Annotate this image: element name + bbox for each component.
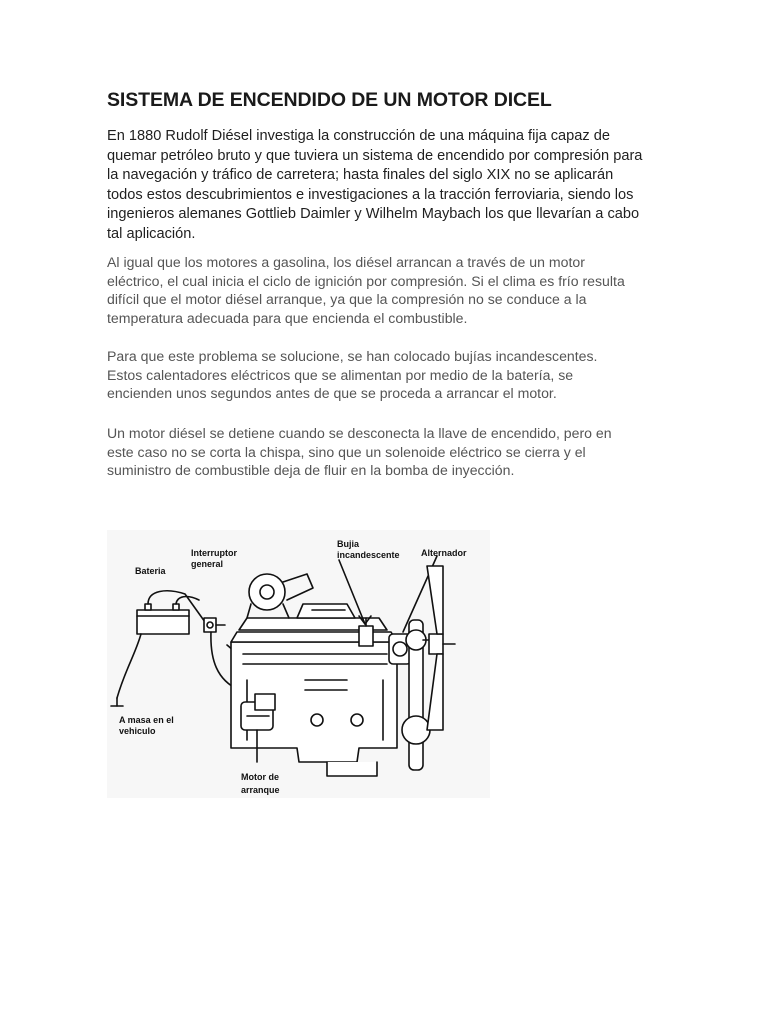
intro-paragraph bbox=[107, 127, 667, 245]
paragraph-glow-plugs bbox=[107, 347, 667, 403]
text-line: Para que este problema se solucione, se han colocado bujías incandescentes. bbox=[107, 348, 598, 364]
text-line: todos estos descubrimientos e investigaciones a la tracción ferroviaria, siendo los bbox=[107, 186, 634, 203]
text-line: Estos calentadores eléctricos que se alimentan por medio de la batería, se bbox=[107, 366, 574, 383]
label-glow-plug-line1: Bujia bbox=[337, 539, 360, 549]
text-line: Al igual que los motores a gasolina, los diésel arrancan a través de un motor bbox=[107, 254, 585, 270]
label-starter-line2: arranque bbox=[241, 785, 280, 795]
starter-motor-shape bbox=[241, 694, 275, 762]
fan-shape bbox=[427, 566, 455, 730]
label-starter-line1: Motor de bbox=[241, 772, 279, 782]
text-line: Un motor diésel se detiene cuando se desconecta la llave de encendido, pero en bbox=[107, 425, 612, 441]
battery-shape bbox=[137, 604, 189, 634]
text-line: suministro de combustible deja de fluir en la bomba de inyección. bbox=[107, 462, 515, 479]
label-switch-line1: Interruptor bbox=[191, 548, 237, 558]
label-alternator: Alternador bbox=[421, 548, 467, 558]
text-line: eléctrico, el cual inicia el ciclo de ignición por compresión. Si el clima es frío resulta bbox=[107, 272, 625, 289]
label-glow-plug-line2: incandescente bbox=[337, 550, 400, 560]
diesel-ignition-diagram bbox=[107, 530, 490, 798]
text-line: ingenieros alemanes Gottlieb Daimler y Wilhelm Maybach los que llevarían a cabo bbox=[107, 206, 640, 223]
label-battery: Bateria bbox=[135, 566, 166, 576]
text-line: temperatura adecuada para que encienda el combustible. bbox=[107, 309, 468, 326]
paragraph-stopping bbox=[107, 424, 667, 480]
text-line: En 1880 Rudolf Diésel investiga la construcción de una máquina fija capaz de bbox=[107, 128, 610, 144]
label-switch-line2: general bbox=[191, 559, 224, 569]
text-line: quemar petróleo bruto y que tuviera un sistema de encendido por compresión para bbox=[107, 147, 643, 164]
paragraph-starting bbox=[107, 253, 667, 327]
label-ground-line2: vehiculo bbox=[119, 726, 156, 736]
text-line: tal aplicación. bbox=[107, 225, 196, 242]
label-ground-line1: A masa en el bbox=[119, 715, 174, 725]
text-line: este caso no se corta la chispa, sino que un solenoide eléctrico se cierra y el bbox=[107, 443, 586, 460]
switch-shape bbox=[204, 618, 225, 632]
pulley-shape bbox=[402, 620, 430, 770]
text-line: encienden unos segundos antes de que se proceda a arrancar el motor. bbox=[107, 385, 557, 402]
text-line: la navegación y tráfico de carretera; hasta finales del siglo XIX no se aplicarán bbox=[107, 167, 614, 184]
text-line: difícil que el motor diésel arranque, ya que la compresión no se conduce a la bbox=[107, 291, 587, 308]
document-title: SISTEMA DE ENCENDIDO DE UN MOTOR DICEL bbox=[107, 89, 552, 111]
